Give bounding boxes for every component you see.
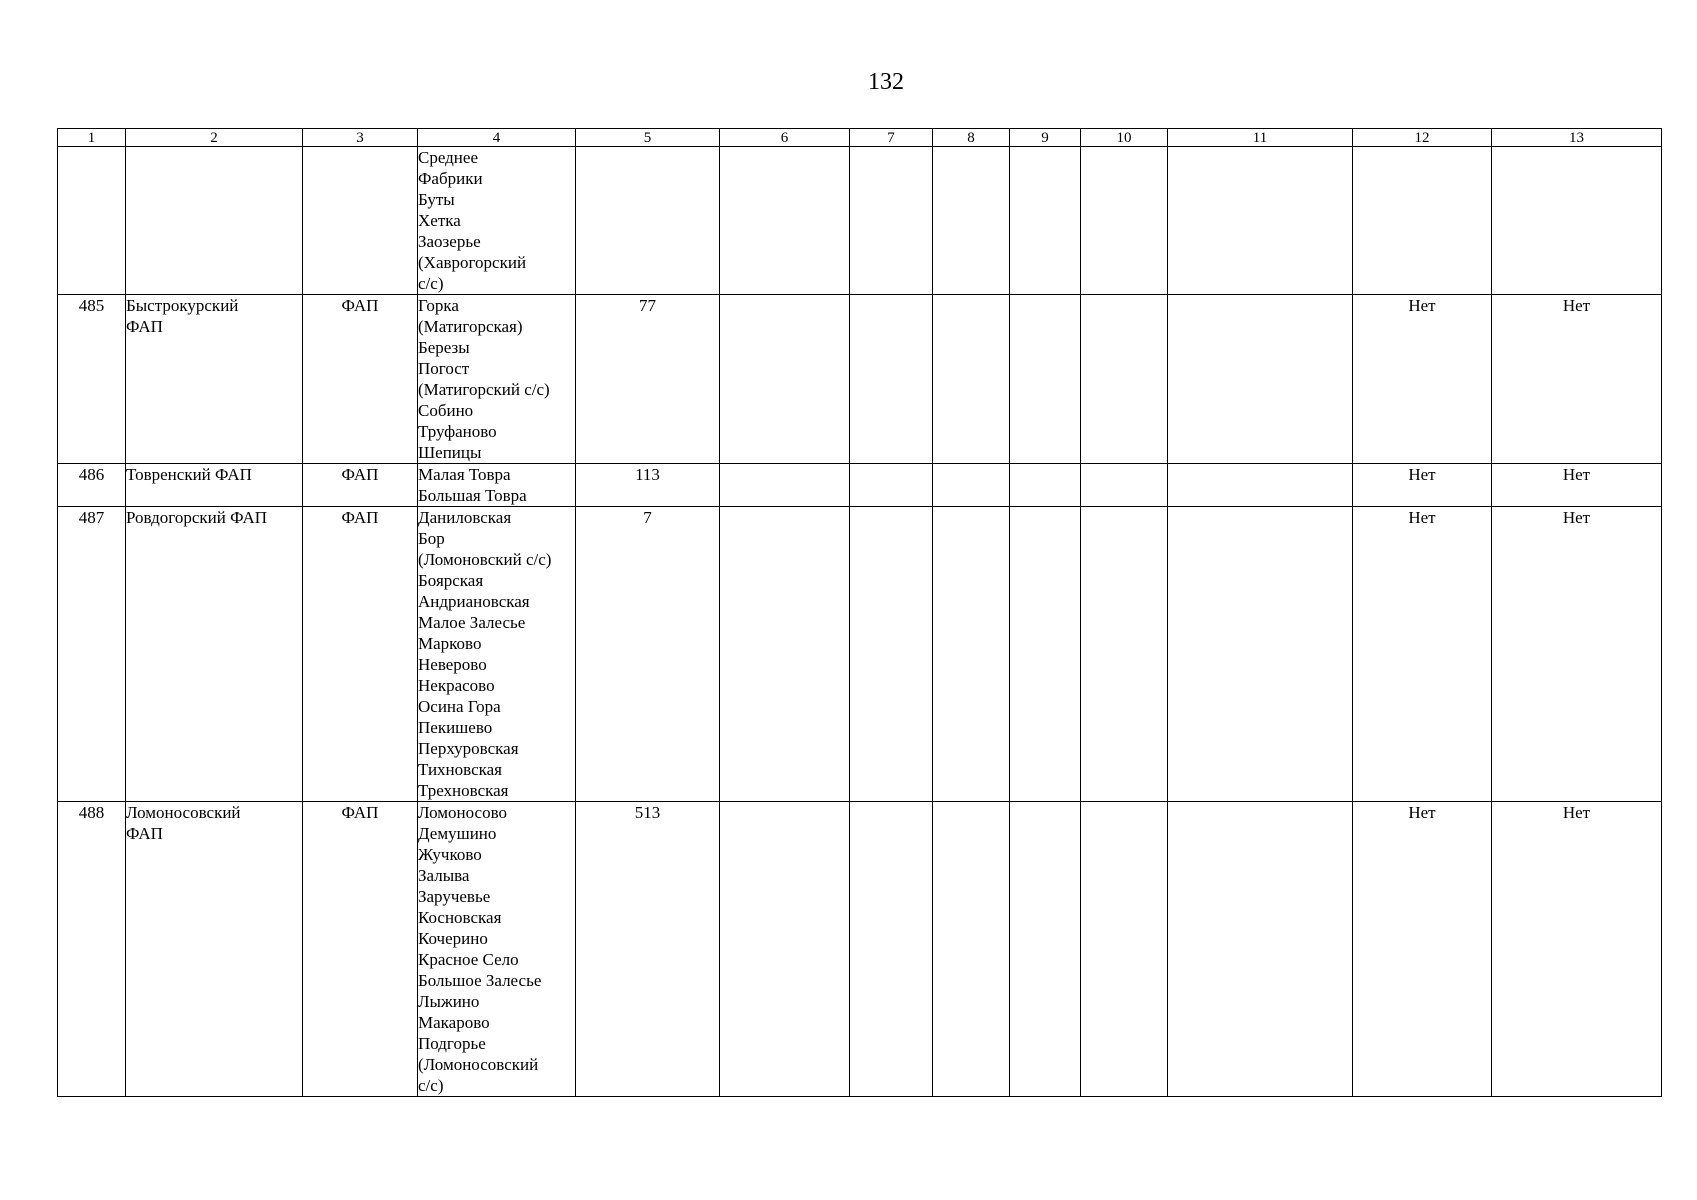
empty-cell-col-11 [1168,802,1353,1097]
settlements-list-line: Боярская [418,571,484,590]
page-number: 132 [868,69,904,95]
row-number: 485 [58,295,126,464]
settlements-list-line: (Матигорский с/с) [418,380,550,399]
column-header: 2 [126,129,303,147]
facility-type: ФАП [303,802,418,1097]
empty-cell-col-7 [850,464,933,507]
table-row [58,507,1662,802]
col-12-value: Нет [1353,464,1492,507]
table-header-row [58,129,1662,147]
empty-cell-col-10 [1081,507,1168,802]
empty-cell-col-10 [1081,147,1168,295]
facility-name [126,464,303,507]
empty-cell-col-7 [850,147,933,295]
empty-cell-col-8 [933,507,1010,802]
settlements-list-line: Марково [418,634,482,653]
settlements-list-line: Трехновская [418,781,509,800]
empty-cell-col-10 [1081,802,1168,1097]
empty-cell-col-6 [720,802,850,1097]
column-header: 10 [1081,129,1168,147]
settlements-list-line: Буты [418,190,455,209]
col-12-value: Нет [1353,507,1492,802]
settlements-list-line: Косновская [418,908,502,927]
settlements-list-line: Труфаново [418,422,497,441]
population [576,147,720,295]
empty-cell-col-6 [720,295,850,464]
settlements-list-line: Березы [418,338,470,357]
empty-cell-col-6 [720,507,850,802]
table-row [58,147,1662,295]
population: 513 [576,802,720,1097]
facility-name-line: Ломоносовский [126,803,241,822]
settlements-list-line: Залыва [418,866,470,885]
empty-cell-col-8 [933,295,1010,464]
facility-type [303,147,418,295]
facility-name-line: Быстрокурский [126,296,239,315]
row-number: 487 [58,507,126,802]
empty-cell-col-10 [1081,295,1168,464]
settlements-list-line: Красное Село [418,950,519,969]
col-13-value: Нет [1492,295,1662,464]
col-13-value: Нет [1492,507,1662,802]
column-header: 13 [1492,129,1662,147]
empty-cell-col-11 [1168,464,1353,507]
table-row [58,295,1662,464]
empty-cell-col-8 [933,147,1010,295]
empty-cell-col-7 [850,295,933,464]
settlements-list-line: Пекишево [418,718,493,737]
facility-type: ФАП [303,507,418,802]
settlements-list-line: Жучково [418,845,482,864]
settlements-list-line: (Хаврогорский [418,253,527,272]
empty-cell-col-9 [1010,295,1081,464]
col-12-value: Нет [1353,295,1492,464]
settlements-list-line: (Матигорская) [418,317,523,336]
facility-type: ФАП [303,295,418,464]
empty-cell-col-11 [1168,147,1353,295]
settlements-list-line: Шепицы [418,443,482,462]
settlements-list-line: Заручевье [418,887,491,906]
empty-cell-col-8 [933,802,1010,1097]
settlements-list-line: Малая Товра [418,465,511,484]
row-number [58,147,126,295]
col-13-value [1492,147,1662,295]
row-number: 488 [58,802,126,1097]
empty-cell-col-10 [1081,464,1168,507]
settlements-list-line: Даниловская [418,508,512,527]
empty-cell-col-9 [1010,802,1081,1097]
facility-name [126,295,303,464]
facility-name-line: Ровдогорский ФАП [126,508,267,527]
settlements-list-line: Заозерье [418,232,481,251]
settlements-list-line: Кочерино [418,929,488,948]
col-12-value [1353,147,1492,295]
column-header: 12 [1353,129,1492,147]
settlements-list-line: Собино [418,401,474,420]
settlements-list-line: Макарово [418,1013,490,1032]
settlements-list-line: Демушино [418,824,497,843]
settlements-list-line: Погост [418,359,470,378]
facility-type: ФАП [303,464,418,507]
settlements-list-line: Андриановская [418,592,530,611]
settlements-list [418,147,576,295]
settlements-list-line: Некрасово [418,676,495,695]
settlements-list-line: Малое Залесье [418,613,526,632]
column-header: 9 [1010,129,1081,147]
empty-cell-col-9 [1010,464,1081,507]
column-header: 1 [58,129,126,147]
facility-name [126,802,303,1097]
data-table [57,128,1662,1097]
settlements-list [418,295,576,464]
settlements-list-line: Среднее [418,148,478,167]
column-header: 3 [303,129,418,147]
population: 7 [576,507,720,802]
empty-cell-col-7 [850,507,933,802]
settlements-list [418,464,576,507]
settlements-list [418,507,576,802]
settlements-list-line: Осина Гора [418,697,501,716]
facility-name [126,147,303,295]
settlements-list-line: Большая Товра [418,486,527,505]
facility-name-line: Товренский ФАП [126,465,252,484]
table-row [58,802,1662,1097]
settlements-list-line: Неверово [418,655,487,674]
column-header: 7 [850,129,933,147]
settlements-list-line: Перхуровская [418,739,519,758]
settlements-list-line: с/с) [418,274,444,293]
settlements-list-line: Лыжино [418,992,480,1011]
settlements-list-line: (Ломоновский с/с) [418,550,552,569]
column-header: 8 [933,129,1010,147]
settlements-list-line: Фабрики [418,169,483,188]
settlements-list-line: Бор [418,529,445,548]
empty-cell-col-6 [720,464,850,507]
settlements-list-line: с/с) [418,1076,444,1095]
empty-cell-col-11 [1168,295,1353,464]
empty-cell-col-7 [850,802,933,1097]
col-12-value: Нет [1353,802,1492,1097]
column-header: 5 [576,129,720,147]
col-13-value: Нет [1492,802,1662,1097]
population: 113 [576,464,720,507]
settlements-list-line: Горка [418,296,459,315]
column-header: 11 [1168,129,1353,147]
facility-name-line: ФАП [126,317,163,336]
column-header: 6 [720,129,850,147]
facility-name-line: ФАП [126,824,163,843]
settlements-list-line: Большое Залесье [418,971,542,990]
facility-name [126,507,303,802]
population: 77 [576,295,720,464]
settlements-list-line: Ломоносово [418,803,508,822]
empty-cell-col-9 [1010,507,1081,802]
empty-cell-col-9 [1010,147,1081,295]
empty-cell-col-6 [720,147,850,295]
empty-cell-col-11 [1168,507,1353,802]
settlements-list-line: Хетка [418,211,461,230]
settlements-list-line: Подгорье [418,1034,486,1053]
table-row [58,464,1662,507]
row-number: 486 [58,464,126,507]
column-header: 4 [418,129,576,147]
empty-cell-col-8 [933,464,1010,507]
settlements-list-line: Тихновская [418,760,502,779]
settlements-list-line: (Ломоносовский [418,1055,539,1074]
settlements-list [418,802,576,1097]
col-13-value: Нет [1492,464,1662,507]
